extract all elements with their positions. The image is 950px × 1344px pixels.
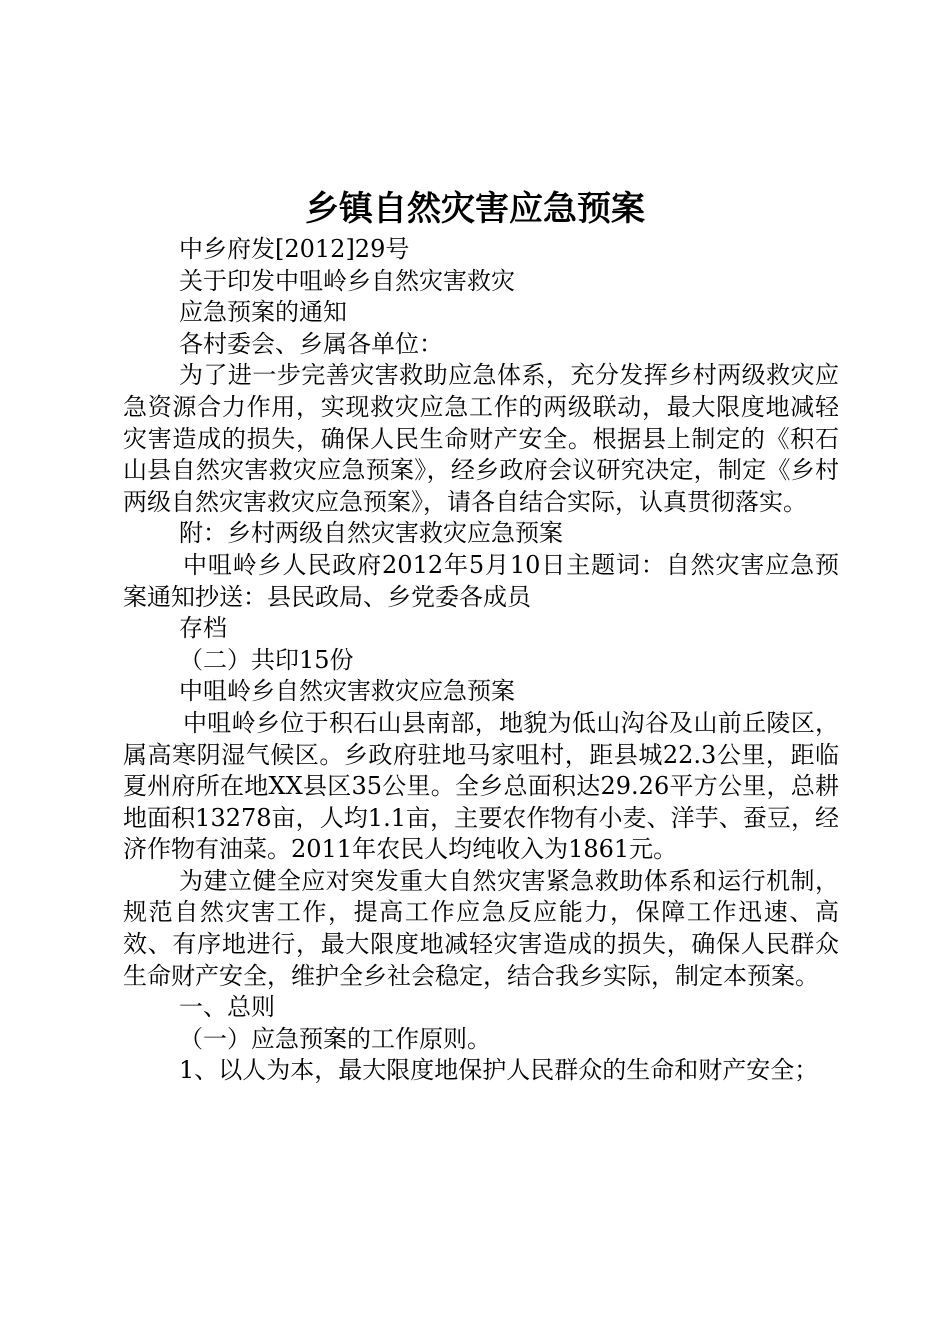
issuer-date-line: 中咀岭乡人民政府2012年5月10日主题词：自然灾害应急预案通知抄送：县民政局、乡党委各成员 (123, 550, 839, 611)
archive-line: 存档 (179, 614, 227, 643)
attachment-line: 附：乡村两级自然灾害救灾应急预案 (179, 519, 563, 548)
document-title: 乡镇自然灾害应急预案 (305, 189, 645, 229)
print-count-line: （二）共印15份 (179, 645, 354, 674)
section-heading-general: 一、总则 (179, 993, 275, 1022)
recipients: 各村委会、乡属各单位： (179, 329, 443, 358)
plan-title: 中咀岭乡自然灾害救灾应急预案 (179, 677, 515, 706)
notice-subject-line-1: 关于印发中咀岭乡自然灾害救灾 (179, 266, 515, 295)
township-overview-paragraph: 中咀岭乡位于积石山县南部，地貌为低山沟谷及山前丘陵区，属高寒阴湿气候区。乡政府驻地马家咀村，距县城22.3公里，距临夏州府所在地XX县区35公里。全乡总面积达29.26平方公里，总耕地面积13278亩，人均1.1亩，主要农作物有小麦、洋芋、蚕豆，经济作物有油菜。2011年农民人均纯收入为1861元。 (123, 708, 839, 864)
notice-subject-line-2: 应急预案的通知 (179, 298, 347, 327)
purpose-paragraph: 为建立健全应对突发重大自然灾害紧急救助体系和运行机制，规范自然灾害工作，提高工作应急反应能力，保障工作迅速、高效、有序地进行，最大限度地减轻灾害造成的损失，确保人民群众生命财产安全，维护全乡社会稳定，结合我乡实际，制定本预案。 (123, 866, 839, 990)
notice-body-paragraph: 为了进一步完善灾害救助应急体系，充分发挥乡村两级救灾应急资源合力作用，实现救灾应急工作的两级联动，最大限度地减轻灾害造成的损失，确保人民生命财产安全。根据县上制定的《积石山县自然灾害救灾应急预案》，经乡政府会议研究决定，制定《乡村两级自然灾害救灾应急预案》，请各自结合实际，认真贯彻落实。 (123, 361, 839, 516)
subsection-heading-principles: （一）应急预案的工作原则。 (179, 1024, 491, 1053)
doc-number: 中乡府发[2012]29号 (179, 235, 410, 263)
principle-item-1: 1、以人为本，最大限度地保护人民群众的生命和财产安全； (179, 1056, 819, 1085)
document-body (123, 234, 839, 1087)
